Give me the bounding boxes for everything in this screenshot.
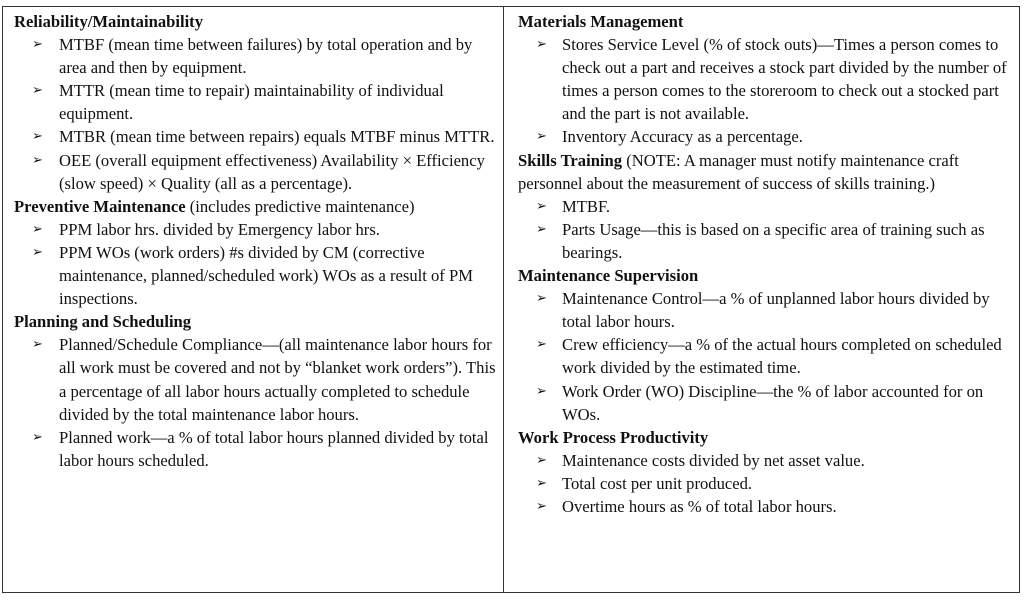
list-item: [14, 125, 496, 148]
list-item-text: Stores Service Level (% of stock outs)—Times a person comes to check out a part and receives a stock part divided by the number of times a person comes to the storeroom to check out a stocked part and the part is not available.: [562, 35, 1007, 124]
section-skills-training: [518, 149, 1010, 264]
section-preventive-maintenance: [14, 195, 496, 310]
arrowhead-bullet-icon: ➢: [536, 475, 547, 491]
list-item-text: MTTR (mean time to repair) maintainability of individual equipment.: [59, 81, 444, 124]
list-item-text: Overtime hours as % of total labor hours.: [562, 496, 837, 516]
section-heading: Planning and Scheduling: [14, 312, 192, 332]
list-item: [518, 472, 1010, 495]
list-item: [518, 287, 1010, 333]
list-item-text: Inventory Accuracy as a percentage.: [562, 127, 803, 147]
arrowhead-bullet-icon: ➢: [536, 498, 547, 514]
list-item: [14, 241, 496, 310]
list-item: [518, 380, 1010, 426]
list-item-text: Maintenance costs divided by net asset value.: [562, 450, 865, 470]
column-divider: [503, 6, 504, 593]
arrowhead-bullet-icon: ➢: [536, 291, 547, 307]
arrowhead-bullet-icon: ➢: [536, 37, 547, 53]
list-item: [14, 79, 496, 125]
section-heading-line: [14, 310, 496, 333]
section-heading-line: [518, 10, 1010, 33]
section-heading: Preventive Maintenance: [14, 196, 186, 216]
list-item-text: PPM labor hrs. divided by Emergency labor hrs.: [59, 219, 380, 239]
section-heading-line: [14, 10, 496, 33]
arrowhead-bullet-icon: ➢: [536, 129, 547, 145]
section-note: (includes predictive maintenance): [185, 196, 415, 216]
arrowhead-bullet-icon: ➢: [32, 244, 43, 260]
list-item-text: Parts Usage—this is based on a specific area of training such as bearings.: [562, 219, 985, 262]
list-item: [518, 333, 1010, 379]
arrowhead-bullet-icon: ➢: [536, 452, 547, 468]
list-item: [14, 426, 496, 472]
list-item: [14, 218, 496, 241]
list-item: [518, 218, 1010, 264]
list-item-text: MTBF.: [562, 196, 611, 216]
left-column: [14, 10, 496, 472]
list-item-text: PPM WOs (work orders) #s divided by CM (corrective maintenance, planned/scheduled work) WOs as a result of PM inspections.: [59, 242, 473, 309]
section-heading-line: [518, 149, 1010, 195]
arrowhead-bullet-icon: ➢: [32, 221, 43, 237]
section-heading: Work Process Productivity: [518, 427, 709, 447]
arrowhead-bullet-icon: ➢: [32, 337, 43, 353]
section-heading-line: [518, 426, 1010, 449]
list-item: [14, 33, 496, 79]
list-item-text: MTBR (mean time between repairs) equals MTBF minus MTTR.: [59, 127, 495, 147]
section-reliability-maintainability: [14, 10, 496, 195]
list-item-text: Planned/Schedule Compliance—(all maintenance labor hours for all work must be covered and not by “blanket work orders”). This a percentage of all labor hours actually completed to schedule divided by the total maintenance labor hours.: [59, 335, 496, 424]
section-heading: Materials Management: [518, 12, 684, 31]
list-item-text: Maintenance Control—a % of unplanned labor hours divided by total labor hours.: [562, 289, 990, 332]
arrowhead-bullet-icon: ➢: [536, 198, 547, 214]
list-item: [518, 33, 1010, 125]
list-item-text: Total cost per unit produced.: [562, 473, 753, 493]
list-item-text: Crew efficiency—a % of the actual hours completed on scheduled work divided by the estimated time.: [562, 335, 1002, 378]
arrowhead-bullet-icon: ➢: [536, 221, 547, 237]
arrowhead-bullet-icon: ➢: [32, 152, 43, 168]
section-heading-line: [518, 264, 1010, 287]
section-planning-scheduling: [14, 310, 496, 472]
list-item: [518, 495, 1010, 518]
arrowhead-bullet-icon: ➢: [32, 429, 43, 445]
section-heading: Reliability/Maintainability: [14, 12, 203, 31]
section-maintenance-supervision: [518, 264, 1010, 426]
section-heading: Maintenance Supervision: [518, 266, 699, 286]
section-materials-management: [518, 10, 1010, 149]
section-heading: Skills Training: [518, 150, 623, 170]
list-item-text: Work Order (WO) Discipline—the % of labor accounted for on WOs.: [562, 381, 984, 424]
section-heading-line: [14, 195, 496, 218]
right-column: [518, 10, 1010, 518]
arrowhead-bullet-icon: ➢: [32, 83, 43, 99]
list-item: [14, 149, 496, 195]
list-item: [14, 333, 496, 425]
arrowhead-bullet-icon: ➢: [32, 37, 43, 53]
section-note: (NOTE: A manager must notify maintenance craft personnel about the measurement of success of skills training.): [518, 150, 959, 193]
list-item: [518, 125, 1010, 148]
list-item: [518, 449, 1010, 472]
arrowhead-bullet-icon: ➢: [536, 383, 547, 399]
list-item-text: Planned work—a % of total labor hours planned divided by total labor hours scheduled.: [59, 427, 489, 470]
list-item-text: OEE (overall equipment effectiveness) Availability × Efficiency (slow speed) × Quality (all as a percentage).: [59, 150, 485, 193]
list-item: [518, 195, 1010, 218]
arrowhead-bullet-icon: ➢: [32, 129, 43, 145]
section-work-process-productivity: [518, 426, 1010, 518]
arrowhead-bullet-icon: ➢: [536, 337, 547, 353]
list-item-text: MTBF (mean time between failures) by total operation and by area and then by equipment.: [59, 35, 473, 78]
